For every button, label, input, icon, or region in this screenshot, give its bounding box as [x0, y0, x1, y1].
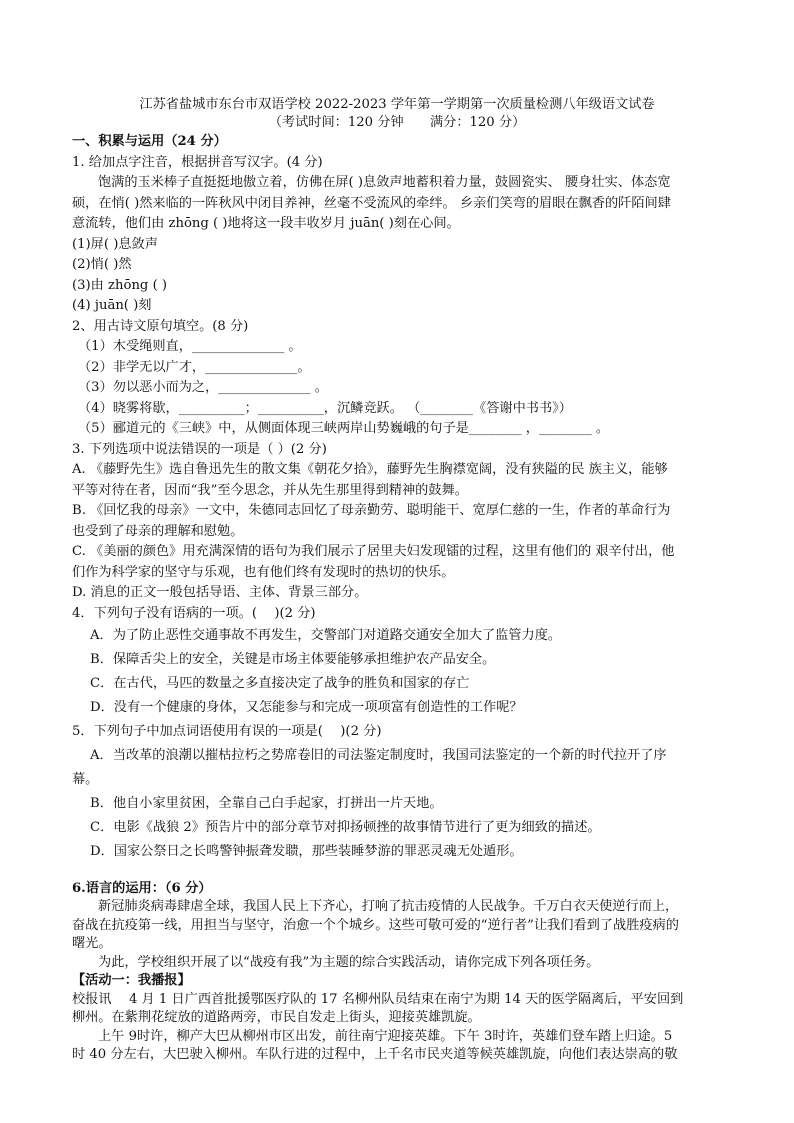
question-3-line: A. 《藤野先生》选自鲁迅先生的散文集《朝花夕拾》，藤野先生胸襟宽阔，没有狭隘的民 族主义，能够: [72, 462, 668, 477]
question-1-stem: 1. 给加点字注音，根据拼音写汉字。(4 分): [72, 154, 323, 170]
question-6-paragraph-line: 奋战在抗疫第一线，用担当与坚守，治愈一个个城乡。这些可敬可爱的“逆行者”让我们看到了战胜疫病的: [72, 917, 679, 933]
question-3-stem: 3. 下列选项中说法错误的一项是（ ）(2 分): [72, 441, 327, 457]
question-1-item: (2)悄( )然: [72, 257, 132, 272]
question-6-instruction: 为此，学校组织开展了以“战疫有我”为主题的综合实践活动，请你完成下列各项任务。: [98, 954, 600, 970]
news-line: 时 40 分左右，大巴驶入柳州。车队行进的过程中，上千名市民夹道等候英雄凯旋，向他们表达崇高的敬: [72, 1047, 678, 1062]
question-5-option-a: A．当改革的浪潮以摧枯拉朽之势席卷旧的司法鉴定制度时，我国司法鉴定的一个新的时代拉开了序: [90, 748, 667, 763]
section-heading: 一、积累与运用（24 分）: [72, 134, 227, 149]
question-1-passage-line: 饱满的玉米棒子直挺挺地傲立着，仿佛在屏( )息敛声地蓄积着力量，鼓圆瓷实、 腰身壮实、体态宽: [98, 175, 671, 190]
question-5-option: D．国家公祭日之长鸣警钟振聋发聩，那些装睡梦游的罪恶灵魂无处遁形。: [90, 844, 523, 859]
question-5-stem: 5．下列句子中加点词语使用有误的一项是( )(2 分): [72, 724, 382, 739]
exam-title: 江苏省盐城市东台市双语学校 2022-2023 学年第一学期第一次质量检测八年级语文试卷: [139, 97, 655, 112]
question-5-option: C．电影《战狼 2》预告片中的部分章节对抑扬顿挫的故事情节进行了更为细致的描述。: [90, 820, 601, 835]
question-4-stem: 4．下列句子没有语病的一项。( )(2 分): [72, 605, 316, 621]
question-5-option: B．他自小家里贫困，全靠自己白手起家，打拼出一片天地。: [90, 796, 443, 811]
question-2-item: （5）郦道元的《三峡》中，从侧面体现三峡两岸山势巍峨的句子是________ ，________ 。: [78, 421, 610, 436]
question-2-stem: 2、用古诗文原句填空。(8 分): [72, 318, 249, 334]
question-2-item: （4）晓雾将歇，__________；__________，沉鳞竞跃。 （________《答谢中书书》）: [78, 400, 572, 416]
question-4-option: A．为了防止恶性交通事故不再发生，交警部门对道路交通安全加大了监管力度。: [90, 628, 562, 643]
question-3-line: 也受到了母亲的理解和慰勉。: [72, 523, 244, 539]
question-1-item: (4) juān( )刻: [72, 298, 152, 313]
question-2-item: （2）非学无以广才，______________。: [78, 359, 311, 375]
question-6-paragraph-line: 新冠肺炎病毒肆虐全球，我国人民上下齐心，打响了抗击疫情的人民战争。千万白衣天使逆行而上，: [98, 899, 679, 914]
question-3-line: 们作为科学家的坚守与乐观，也有他们终有发现时的热切的快乐。: [72, 564, 455, 580]
question-6-paragraph-line: 曙光。: [72, 936, 112, 951]
question-1-item: (3)由 zhōng ( ): [72, 277, 168, 293]
question-4-option: C．在古代，马匹的数量之多直接决定了战争的胜负和国家的存亡: [90, 676, 470, 691]
question-3-line: B. 《回忆我的母亲》一文中，朱德同志回忆了母亲勤劳、聪明能干、宽厚仁慈的一生，作者的革命行为: [72, 503, 671, 518]
activity-heading: 【活动一：我播报】: [72, 973, 191, 988]
question-1-passage-line: 硕，在悄( )然来临的一阵秋风中闭目养神，丝毫不受流风的牵绊。 乡亲们笑弯的眉眼在飘香的阡陌间肆: [72, 195, 671, 211]
question-4-option: B．保障舌尖上的安全，关键是市场主体要能够承担维护农产品安全。: [90, 652, 496, 667]
question-1-passage-line: 意流转，他们由 zhōng ( )地将这一段丰收岁月 juān( )刻在心间。: [72, 216, 460, 231]
news-line: 上午 9时许，柳产大巴从柳州市区出发，前往南宁迎接英雄。下午 3时许，英雄们登车踏上归途。5: [98, 1028, 673, 1044]
question-4-option: D．没有一个健康的身体，又怎能参与和完成一项项富有创造性的工作呢？: [90, 700, 523, 715]
question-3-line: D. 消息的正文一般包括导语、主体、背景三部分。: [72, 585, 368, 600]
exam-page: [72, 96, 722, 1065]
question-1-item: (1)屏( )息敛声: [72, 236, 158, 252]
question-3-line: 平等对待在者，因而“我”至今思念，并从先生那里得到精神的鼓舞。: [72, 482, 468, 498]
question-6-heading: 6.语言的运用：（6 分）: [72, 881, 212, 896]
question-5-option-a-continued: 幕。: [72, 772, 99, 787]
question-2-item: （3）勿以恶小而为之，______________ 。: [78, 380, 328, 395]
news-line: 柳州。在紫荆花绽放的道路两旁，市民自发走上街头，迎接英雄凯旋。: [72, 1010, 481, 1025]
question-3-line: C. 《美丽的颜色》用充满深情的语句为我们展示了居里夫妇发现镭的过程，这里有他们的 艰辛付出，他: [72, 544, 675, 559]
exam-subtitle: （考试时间：120 分钟 满分：120 分）: [268, 115, 526, 130]
question-2-item: （1）木受绳则直，______________ 。: [78, 339, 302, 354]
news-line: 校报讯 4 月 1 日广西首批援鄂医疗队的 17 名柳州队员结束在南宁为期 14 天的医学隔离后，平安回到: [72, 991, 684, 1007]
